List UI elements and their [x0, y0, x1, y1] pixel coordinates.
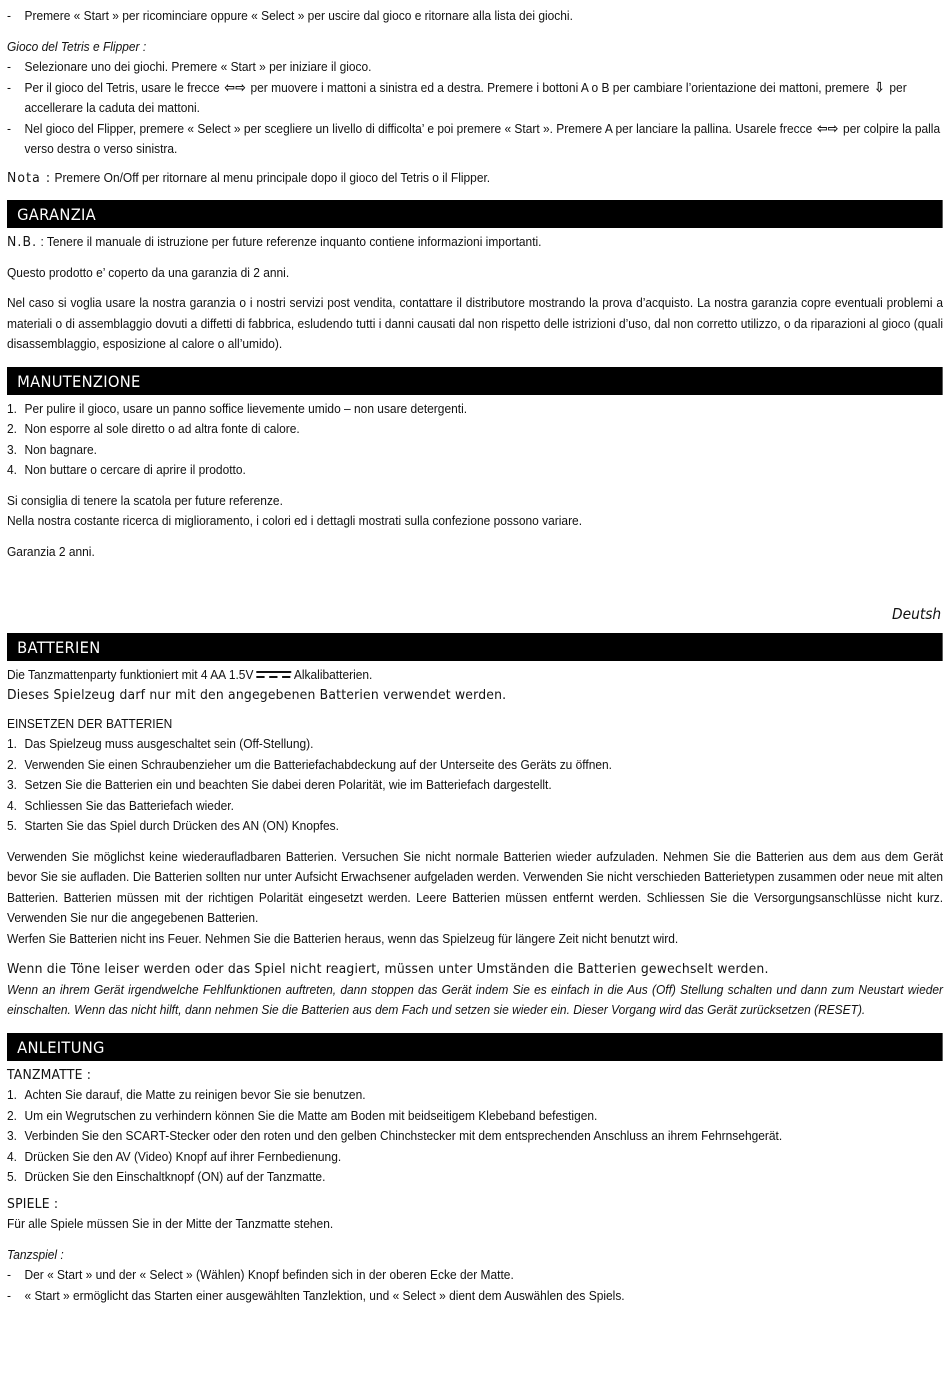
- list-text: Per pulire il gioco, usare un panno soffice lievemente umido – non usare detergenti.: [24, 400, 468, 416]
- list-text: Non esporre al sole diretto o ad altra fonte di calore.: [24, 421, 300, 436]
- list-number: 3.: [7, 1128, 17, 1143]
- tanzspiel-bullet-2: - « Start » ermöglicht das Starten einer ausgewählten Tanzlektion, und « Select » dient dem Auswählen des Spiels.: [7, 1286, 943, 1307]
- list-item: [7, 419, 943, 440]
- list-text: Non bagnare.: [24, 441, 97, 457]
- list-item: [7, 460, 943, 481]
- batterien-line-1: [7, 665, 943, 686]
- tanzmatte-list: [7, 1085, 943, 1188]
- einsetzen-heading: EINSETZEN DER BATTERIEN: [7, 715, 173, 731]
- nb-line: [7, 232, 943, 253]
- tanzspiel-heading: Tanzspiel :: [7, 1246, 64, 1262]
- list-item: [7, 1126, 943, 1147]
- list-number: 1.: [7, 400, 17, 416]
- intro-bullet: - Premere « Start » per ricominciare oppure « Select » per uscire dal gioco e ritornare alla lista dei giochi.: [7, 6, 943, 27]
- garanzia-paragraph-2: Nel caso si voglia usare la nostra garanzia o i nostri servizi post vendita, contattare il distributore mostrando la prova d’acquisto. La nostra garanzia copre eventuali problemi a materiali o di assemblaggio dovuti a diffetti di fabbrica, esludendo tutti i danni causati dal non rispetto delle istrizioni d’uso, dal non corretto utilizzo, o da riparazioni al gioco (quali disassemblaggio, esposizione al calore o all’umido).: [7, 295, 944, 351]
- list-text: Setzen Sie die Batterien ein und beachten Sie dabei deren Polarität, wie im Batteriefach dargestellt.: [24, 777, 552, 792]
- left-right-arrows-icon: ⇦⇨: [816, 120, 839, 137]
- tetris-bullet-2-text-a: Per il gioco del Tetris, usare le frecce: [24, 79, 220, 95]
- list-text: Starten Sie das Spiel durch Drücken des AN (ON) Knopfes.: [24, 818, 339, 833]
- nb-label: N.B.: [7, 234, 38, 250]
- list-number: 2.: [7, 421, 17, 436]
- manutenzione-paragraph-3: Garanzia 2 anni.: [7, 543, 95, 559]
- language-label: Deutsh: [891, 605, 942, 623]
- list-number: 1.: [7, 1087, 17, 1102]
- tetris-bullet-2-text-b: per muovere i mattoni a sinistra ed a destra. Premere i bottoni A o B per cambiare l’orientazione dei mattoni, premere: [250, 79, 870, 95]
- tetris-bullet-2-text-c: per accellerare la caduta dei mattoni.: [24, 79, 907, 115]
- tanzmatte-heading: TANZMATTE :: [7, 1066, 92, 1083]
- list-number: 2.: [7, 1107, 17, 1123]
- list-number: 4.: [7, 462, 17, 477]
- spiele-text: Für alle Spiele müssen Sie in der Mitte der Tanzmatte stehen.: [7, 1216, 334, 1231]
- tetris-bullet-1: - Selezionare uno dei giochi. Premere « Start » per iniziare il gioco.: [7, 57, 943, 78]
- list-text: Verbinden Sie den SCART-Stecker oder den roten und den gelben Chinchstecker mit dem entsprechenden Anschluss an ihrem Fehrnsehgerät.: [24, 1128, 783, 1143]
- list-number: 4.: [7, 1148, 17, 1164]
- list-number: 4.: [7, 797, 17, 813]
- list-number: 2.: [7, 756, 17, 772]
- list-item: [7, 775, 943, 796]
- list-number: 3.: [7, 441, 17, 457]
- list-text: Schliessen Sie das Batteriefach wieder.: [24, 797, 234, 813]
- list-item: [7, 440, 943, 461]
- list-text: Non buttare o cercare di aprire il prodotto.: [24, 462, 246, 477]
- tanzspiel-bullet-1: - Der « Start » und der « Select » (Wählen) Knopf befinden sich in der oberen Ecke der Matte.: [7, 1265, 943, 1286]
- batterien-warning-paragraph: Verwenden Sie möglichst keine wiederaufladbaren Batterien. Versuchen Sie nicht normale Batterien wieder aufzuladen. Nehmen Sie die Batterien aus dem aus dem Gerät bevor Sie sie aufladen. Die Batterien sollten nur unter Aufsicht Erwachsener aufgeladen werden. Verwenden Sie nicht verschieden Batterietypen zusammen oder neue mit alten Batterien. Batterien müssen mit der richtigen Polarität eingesetzt werden. Leere Batterien müssen entfernt werden. Schliessen Sie die Versorgungsanschlüsse nicht kurz. Verwenden Sie nur die angegebenen Batterien.: [7, 848, 944, 925]
- list-text: Das Spielzeug muss ausgeschaltet sein (Off-Stellung).: [24, 736, 314, 751]
- dc-symbol-icon: [256, 668, 291, 682]
- tetris-flipper-heading: Gioco del Tetris e Flipper :: [7, 38, 147, 54]
- manutenzione-list: [7, 399, 943, 481]
- list-item: [7, 399, 943, 420]
- manutenzione-paragraph-1: Si consiglia di tenere la scatola per future referenze.: [7, 492, 283, 508]
- list-text: Um ein Wegrutschen zu verhindern können Sie die Matte am Boden mit beidseitigem Klebeband befestigen.: [24, 1107, 598, 1123]
- batterien-fire-paragraph: Werfen Sie Batterien nicht ins Feuer. Nehmen Sie die Batterien heraus, wenn das Spielzeug für längere Zeit nicht benutzt wird.: [7, 930, 679, 946]
- list-number: 5.: [7, 1169, 17, 1184]
- list-text: Drücken Sie den AV (Video) Knopf auf ihrer Fernbedienung.: [24, 1148, 342, 1164]
- section-header-garanzia: GARANZIA: [7, 200, 943, 228]
- list-item: [7, 734, 943, 755]
- list-text: Verwenden Sie einen Schraubenzieher um die Batteriefachabdeckung auf der Unterseite des Geräts zu öffnen.: [24, 756, 613, 772]
- nota-text: Premere On/Off per ritornare al menu principale dopo il gioco del Tetris o il Flipper.: [54, 169, 491, 185]
- list-item: [7, 1106, 943, 1127]
- list-item: [7, 1085, 943, 1106]
- nota-line: [7, 168, 943, 189]
- list-text: Achten Sie darauf, die Matte zu reinigen bevor Sie sie benutzen.: [24, 1087, 366, 1102]
- batterien-line-2: Dieses Spielzeug darf nur mit den angegebenen Batterien verwendet werden.: [7, 687, 507, 703]
- down-arrow-icon: ⇩: [874, 79, 885, 96]
- batterien-toene-paragraph: Wenn die Töne leiser werden oder das Spiel nicht reagiert, müssen unter Umständen die Batterien gewechselt werden.: [7, 961, 769, 977]
- nb-text: : Tenere il manuale di istruzione per future referenze inquanto contiene informazioni importanti.: [37, 234, 542, 249]
- tetris-bullet-2: [7, 78, 943, 119]
- list-item: [7, 816, 943, 837]
- batterien-line-1-text-a: Die Tanzmattenparty funktioniert mit 4 AA 1.5V: [7, 666, 254, 682]
- section-header-manutenzione: MANUTENZIONE: [7, 367, 943, 395]
- manual-content: [7, 6, 943, 1306]
- list-number: 5.: [7, 818, 17, 833]
- flipper-bullet-text-a: Nel gioco del Flipper, premere « Select » per scegliere un livello di difficolta’ e poi premere « Start ». Premere A per lanciare la pallina. Usarele frecce: [24, 120, 813, 136]
- batterien-reset-paragraph: Wenn an ihrem Gerät irgendwelche Fehlfunktionen auftreten, dann stoppen das Gerät indem Sie es einfach in die Aus (Off) Stellung schalten und dann zum Neustart wieder einschalten. Wenn das nicht hilft, dann nehmen Sie die Batterien aus dem Fach und setzen sie wieder ein. Dieser Vorgang wird das Gerät zurücksetzen (RESET).: [7, 981, 944, 1017]
- einsetzen-list: [7, 734, 943, 837]
- garanzia-paragraph-1: Questo prodotto e’ coperto da una garanzia di 2 anni.: [7, 264, 290, 280]
- list-number: 3.: [7, 777, 17, 792]
- list-item: [7, 1167, 943, 1188]
- flipper-bullet-text-b: per colpire la palla verso destra o verso sinistra.: [24, 120, 941, 156]
- list-number: 1.: [7, 736, 17, 751]
- list-item: [7, 755, 943, 776]
- list-item: [7, 1147, 943, 1168]
- list-text: Drücken Sie den Einschaltknopf (ON) auf der Tanzmatte.: [24, 1169, 326, 1184]
- batterien-line-1-text-b: Alkalibatterien.: [293, 666, 373, 682]
- spiele-heading: SPIELE :: [7, 1195, 59, 1212]
- section-header-batterien: BATTERIEN: [7, 633, 943, 661]
- manutenzione-paragraph-2: Nella nostra costante ricerca di miglioramento, i colori ed i dettagli mostrati sulla confezione possono variare.: [7, 513, 583, 528]
- flipper-bullet: [7, 119, 943, 160]
- nota-label: Nota :: [7, 169, 52, 186]
- left-right-arrows-icon: ⇦⇨: [224, 79, 246, 96]
- section-header-anleitung: ANLEITUNG: [7, 1033, 943, 1061]
- list-item: [7, 796, 943, 817]
